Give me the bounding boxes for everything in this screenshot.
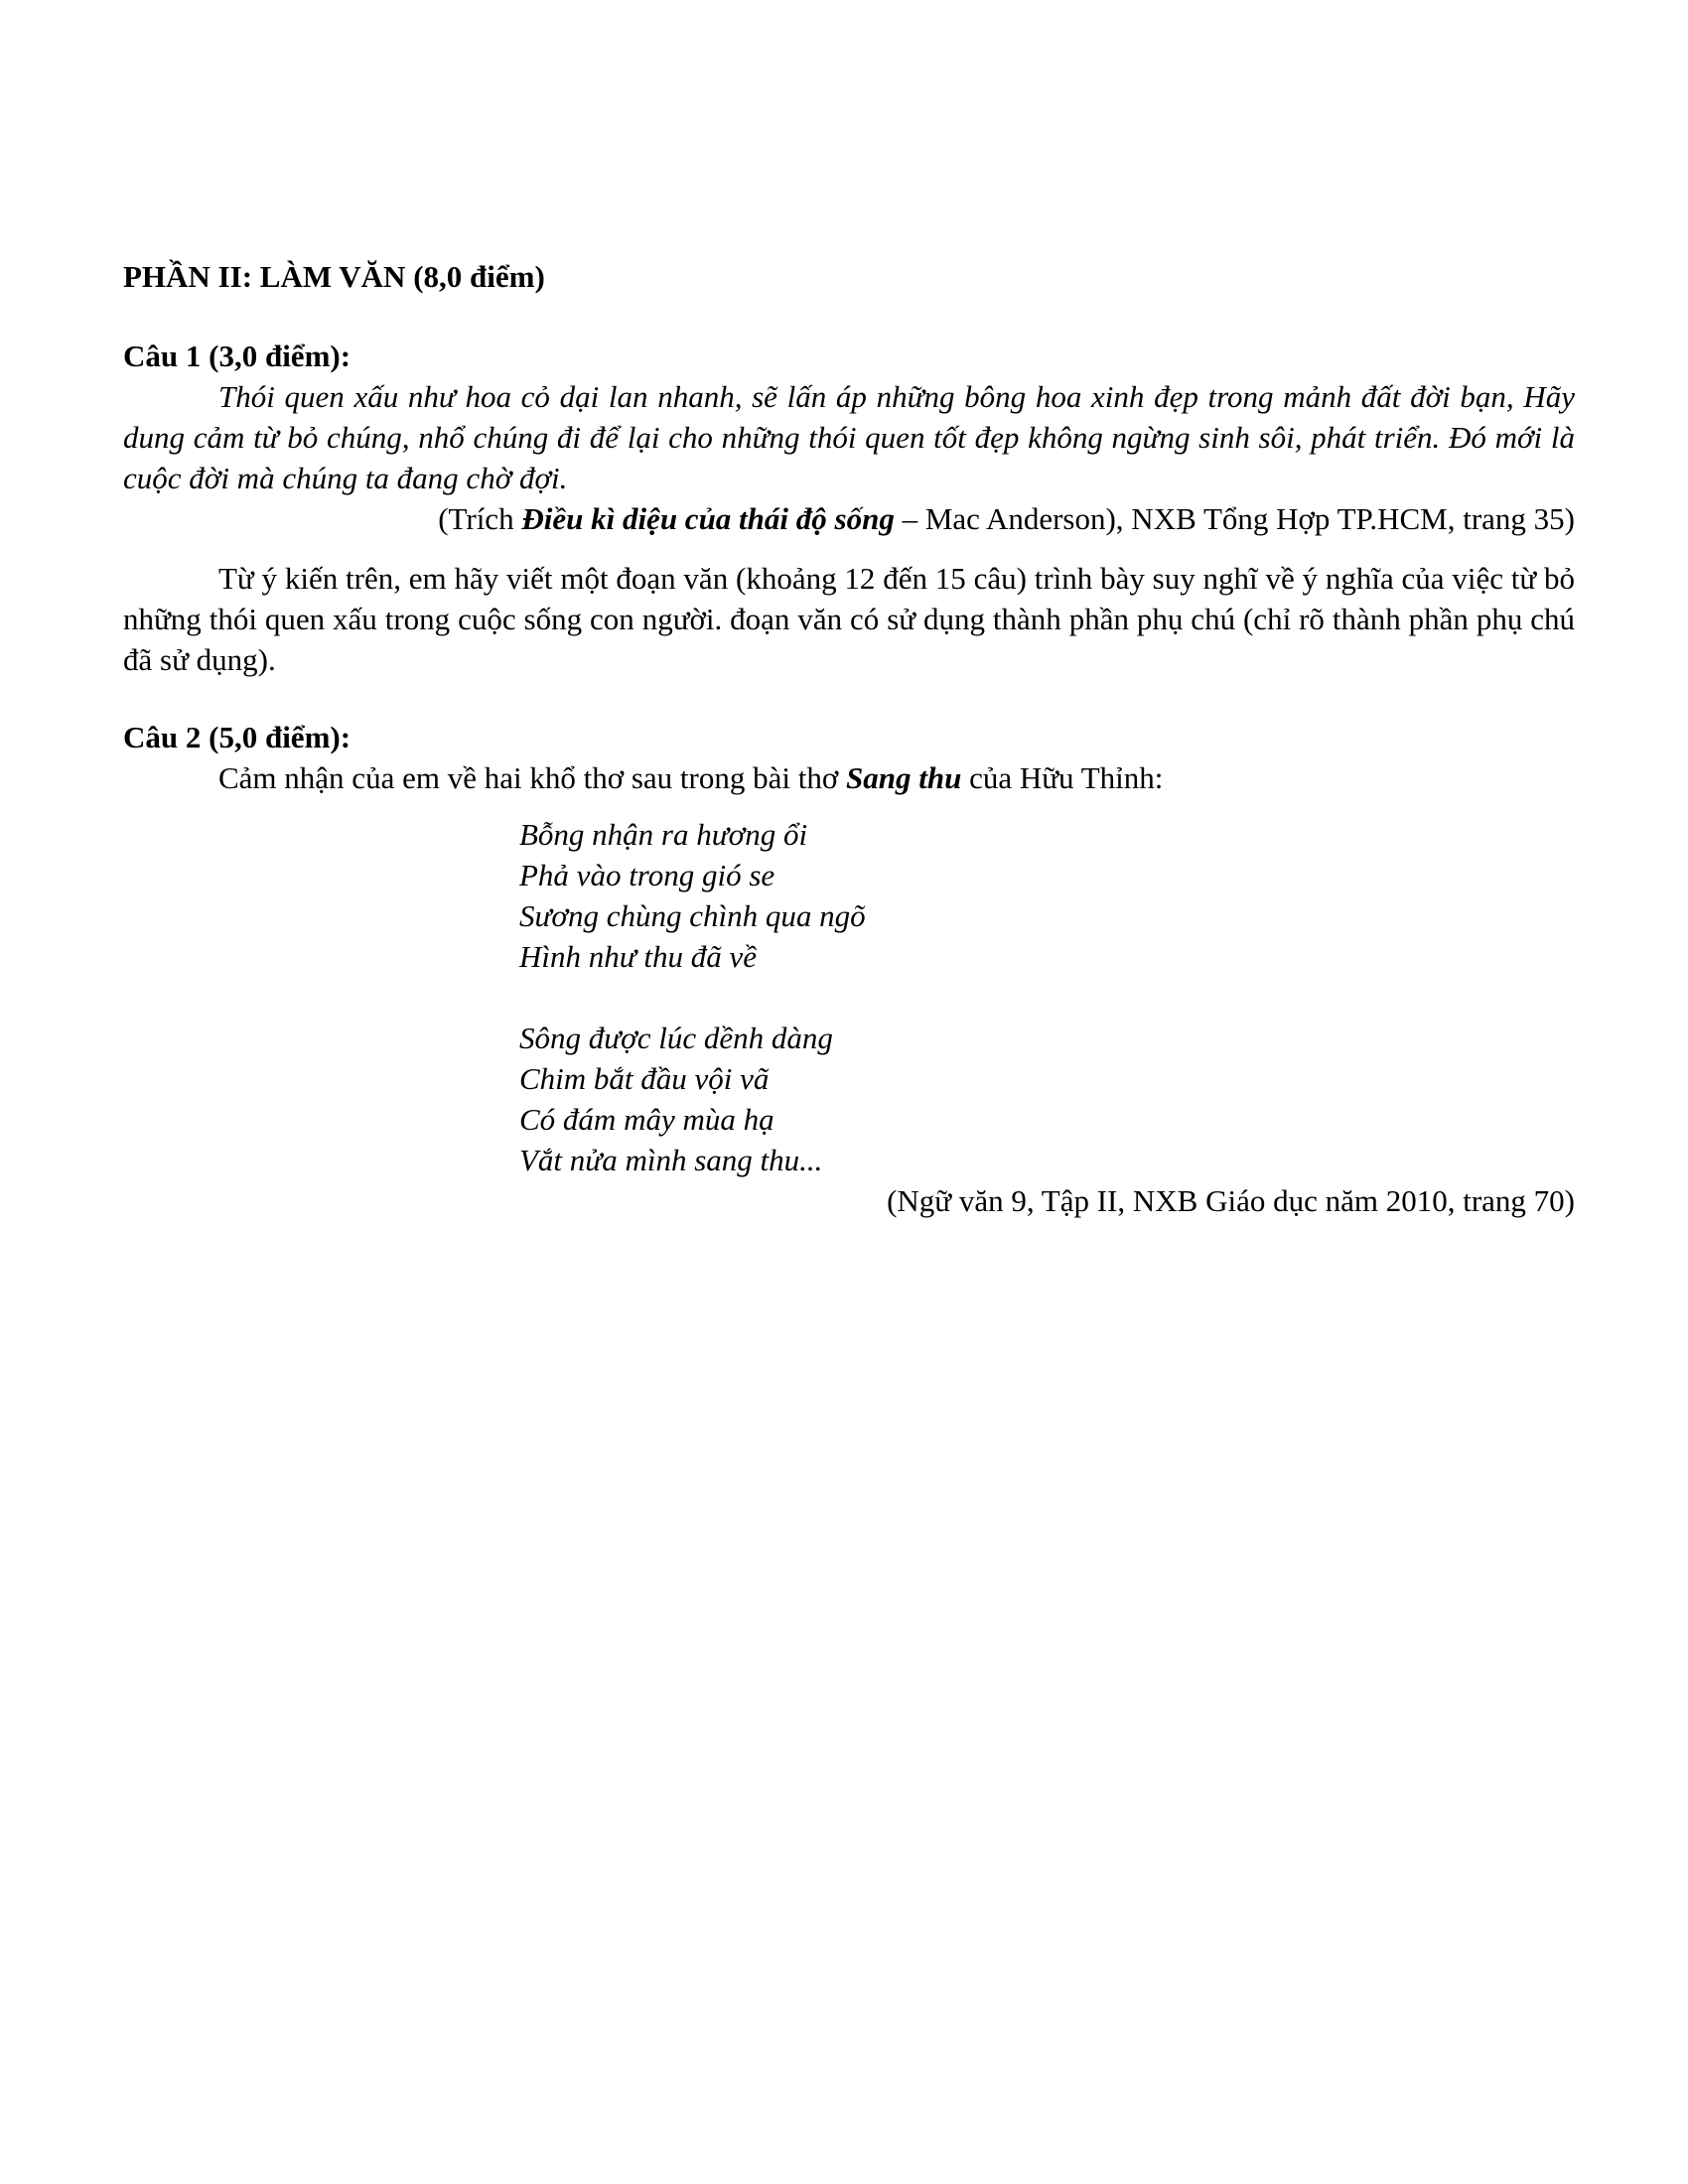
question-1-title: Câu 1 (3,0 điểm): xyxy=(123,339,352,373)
poem-title: Sang thu xyxy=(845,760,962,795)
verse-line: Bỗng nhận ra hương ổi xyxy=(519,817,808,852)
verse-line: Chim bắt đầu vội vã xyxy=(519,1061,770,1096)
part-title: PHẦN II: LÀM VĂN (8,0 điểm) xyxy=(123,259,545,294)
exam-page xyxy=(123,256,1575,1221)
question-2 xyxy=(123,717,1575,1221)
verse-line: Có đám mây mùa hạ xyxy=(519,1102,774,1137)
verse-line: Vắt nửa mình sang thu... xyxy=(519,1143,823,1177)
intro-suffix: của Hữu Thỉnh: xyxy=(961,760,1164,795)
verse-line: Phả vào trong gió se xyxy=(519,858,775,892)
question-1-quote: Thói quen xấu như hoa cỏ dại lan nhanh, sẽ lấn áp những bông hoa xinh đẹp trong mảnh đất đời bạn, Hãy dung cảm từ bỏ chúng, nhổ chúng đi để lại cho những thói quen tốt đẹp không ngừng sinh sôi, phát triển. Đó mới là cuộc đời mà chúng ta đang chờ đợi. xyxy=(123,379,1575,495)
question-2-intro xyxy=(123,757,1575,798)
question-1-source xyxy=(123,498,1575,539)
stanza-2 xyxy=(519,1018,1575,1180)
stanza-1 xyxy=(519,814,1575,977)
spacer xyxy=(123,539,1575,558)
question-2-title: Câu 2 (5,0 điểm): xyxy=(123,720,352,754)
question-1 xyxy=(123,336,1575,680)
verse-line: Hình như thu đã về xyxy=(519,939,758,974)
intro-prefix: Cảm nhận của em về hai khổ thơ sau trong bài thơ xyxy=(218,760,846,795)
verse-line: Sương chùng chình qua ngõ xyxy=(519,898,866,933)
source-book-title: Điều kì diệu của thái độ sống xyxy=(521,501,895,536)
poem-source: (Ngữ văn 9, Tập II, NXB Giáo dục năm 2010, trang 70) xyxy=(887,1183,1575,1218)
spacer xyxy=(123,680,1575,717)
source-prefix: (Trích xyxy=(438,501,522,536)
source-suffix: – Mac Anderson), NXB Tổng Hợp TP.HCM, trang 35) xyxy=(894,501,1575,536)
verse-line: Sông được lúc dềnh dàng xyxy=(519,1021,833,1055)
poem xyxy=(123,814,1575,1180)
question-1-task: Từ ý kiến trên, em hãy viết một đoạn văn (khoảng 12 đến 15 câu) trình bày suy nghĩ về ý nghĩa của việc từ bỏ những thói quen xấu trong cuộc sống con người. đoạn văn có sử dụng thành phần phụ chú (chỉ rõ thành phần phụ chú đã sử dụng). xyxy=(123,561,1575,677)
